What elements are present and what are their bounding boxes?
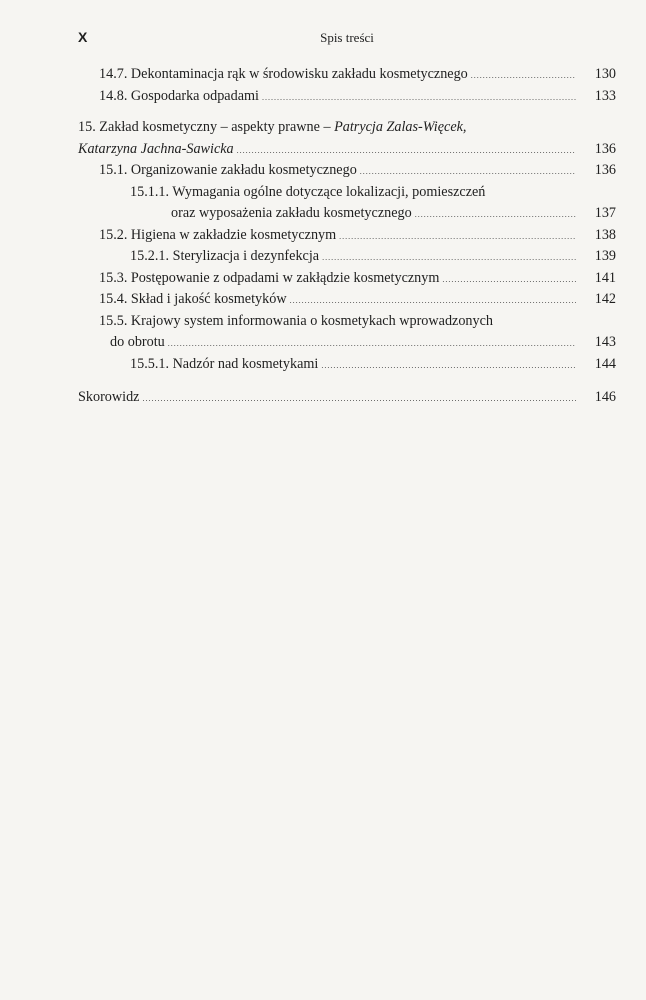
toc-entry-page: 141: [594, 269, 616, 286]
dot-leader: [142, 388, 576, 410]
dot-leader: [471, 65, 576, 87]
dot-leader: [168, 333, 576, 355]
toc-entry-chapter[interactable]: [78, 117, 616, 160]
toc-entry-title: 15.5.1. Nadzór nad kosmetykami: [130, 355, 319, 372]
toc-entry-page: 136: [594, 140, 616, 157]
toc-entry-title: 15.2.1. Sterylizacja i dezynfekcja: [130, 248, 320, 264]
toc-entry-page: 142: [594, 291, 616, 307]
toc-entry[interactable]: [78, 246, 616, 268]
toc-entry-title: 15.2. Higiena w zakładzie kosmetycznym: [99, 226, 337, 243]
dot-leader: [415, 204, 576, 226]
toc-entry-page: 136: [594, 162, 616, 178]
toc-entry-authors: Katarzyna Jachna-Sawicka: [78, 140, 234, 157]
toc-entry-title: Skorowidz: [78, 389, 140, 405]
toc-entry-title: 14.7. Dekontaminacja rąk w środowisku zakładu kosmetycznego: [99, 66, 468, 82]
page-number: X: [78, 29, 88, 45]
toc-entry[interactable]: [78, 311, 616, 354]
toc-entry[interactable]: [78, 86, 616, 108]
dot-leader: [237, 140, 576, 162]
toc-entry[interactable]: [78, 289, 616, 311]
running-title: Spis treści: [320, 30, 374, 45]
toc-entry-page: 133: [594, 87, 616, 104]
toc-entry-page: 130: [594, 66, 616, 82]
toc-entry-title-cont: oraz wyposażenia zakładu kosmetycznego: [171, 205, 412, 221]
dot-leader: [322, 247, 576, 269]
toc-entry-page: 143: [594, 334, 616, 350]
toc-entry-page: 138: [594, 226, 616, 243]
toc-entry-title: 15.5. Krajowy system informowania o kosmetykach wprowadzonych: [99, 312, 494, 329]
dot-leader: [360, 161, 576, 183]
toc-entry-index[interactable]: [78, 387, 616, 409]
toc-entry-title: 15.1. Organizowanie zakładu kosmetycznego: [99, 162, 357, 178]
toc-entry-title: 15.4. Skład i jakość kosmetyków: [99, 291, 287, 307]
dot-leader: [339, 226, 576, 248]
dot-leader: [321, 355, 576, 377]
toc-entry-page: 144: [594, 355, 616, 372]
toc-entry[interactable]: [78, 225, 616, 247]
table-of-contents: [78, 64, 616, 409]
toc-entry-title: 15. Zakład kosmetyczny – aspekty prawne –: [78, 119, 335, 135]
toc-entry[interactable]: [78, 160, 616, 182]
toc-entry[interactable]: [78, 182, 616, 225]
toc-entry[interactable]: [78, 64, 616, 86]
toc-entry-title: 15.1.1. Wymagania ogólne dotyczące lokalizacji, pomieszczeń: [130, 183, 486, 200]
toc-entry-page: 139: [594, 248, 616, 264]
toc-entry-authors: Patrycja Zalas-Więcek,: [334, 119, 467, 135]
toc-entry-title: 14.8. Gospodarka odpadami: [99, 87, 259, 104]
page-header: [78, 29, 616, 51]
toc-entry[interactable]: [78, 268, 616, 290]
toc-entry-title-cont: do obrotu: [110, 334, 165, 350]
dot-leader: [262, 87, 576, 109]
toc-entry-page: 146: [594, 389, 616, 405]
dot-leader: [290, 290, 576, 312]
toc-entry-title: 15.3. Postępowanie z odpadami w zakłądzie kosmetycznym: [99, 269, 440, 286]
dot-leader: [442, 269, 576, 291]
toc-entry[interactable]: [78, 354, 616, 376]
toc-entry-page: 137: [594, 205, 616, 221]
